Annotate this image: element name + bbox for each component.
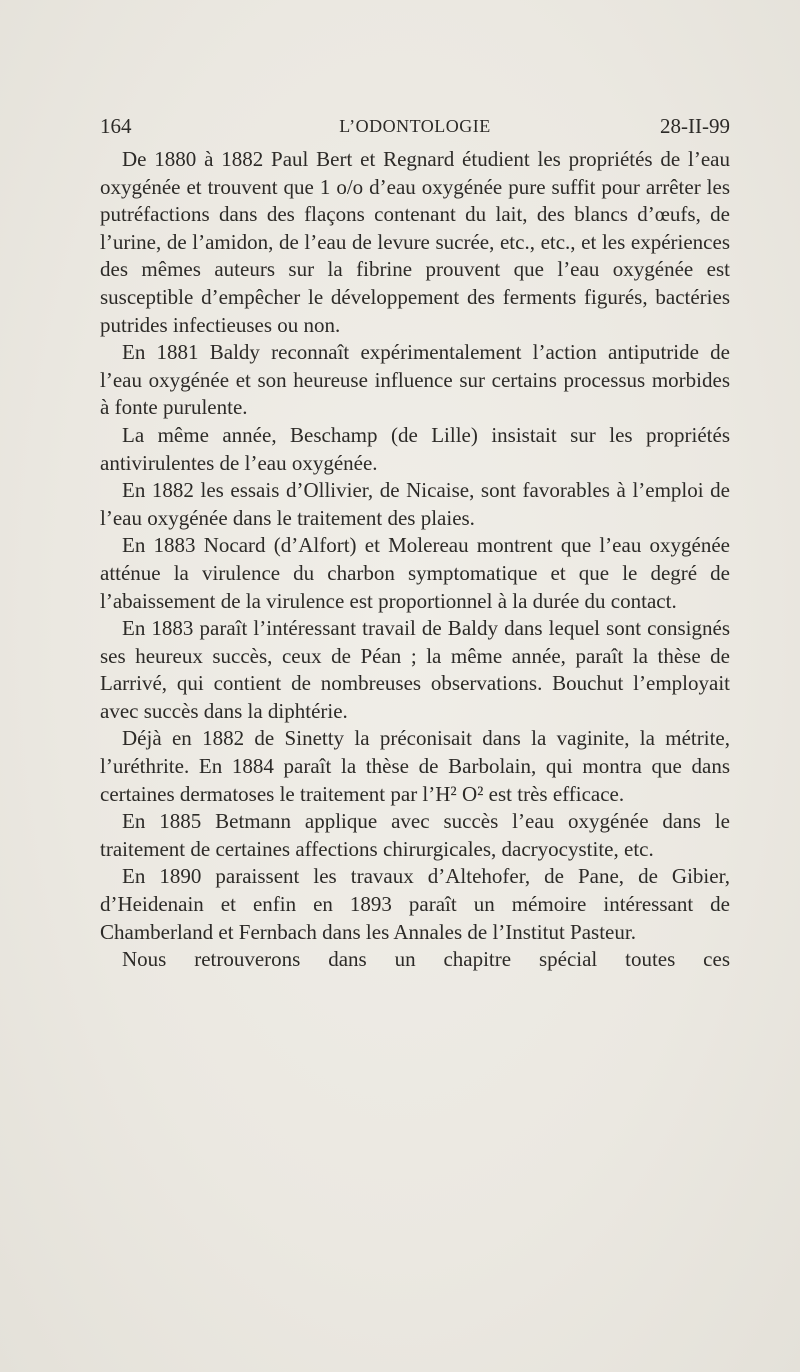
paragraph-3: La même année, Beschamp (de Lille) insistait sur les propriétés antivirulentes de l’eau oxygénée. bbox=[100, 422, 730, 475]
paragraph-4: En 1882 les essais d’Ollivier, de Nicaise, sont favorables à l’emploi de l’eau oxygénée dans le traitement des plaies. bbox=[100, 478, 730, 530]
body-text bbox=[100, 146, 730, 974]
paragraph-10: Nous retrouverons dans un chapitre spécial toutes ces bbox=[122, 947, 730, 972]
paragraph-6: En 1883 paraît l’intéressant travail de Baldy dans lequel sont consignés ses heureux succès, ceux de Péan ; la même année, paraît la thèse de Larrivé, qui contient de nombreuses observations. Bouchut l’employait avec succès dans la diphtérie. bbox=[100, 616, 730, 723]
issue-date: 28-II-99 bbox=[660, 114, 730, 138]
paragraph-7: Déjà en 1882 de Sinetty la préconisait dans la vaginite, la métrite, l’uréthrite. En 1884 paraît la thèse de Barbolain, qui montra que dans certaines dermatoses le traitement par l’H² O² est très efficace. bbox=[100, 726, 730, 806]
paragraph-2: En 1881 Baldy reconnaît expérimentalement l’action antiputride de l’eau oxygénée et son heureuse influence sur certains processus morbides à fonte purulente. bbox=[100, 340, 730, 420]
running-head bbox=[100, 114, 730, 142]
paragraph-8: En 1885 Betmann applique avec succès l’eau oxygénée dans le traitement de certaines affections chirurgicales, dacryocystite, etc. bbox=[100, 809, 730, 861]
paragraph-5: En 1883 Nocard (d’Alfort) et Molereau montrent que l’eau oxygénée atténue la virulence du charbon symptomatique et que le degré de l’abaissement de la virulence est proportionnel à la durée du contact. bbox=[100, 533, 730, 613]
journal-title: L’ODONTOLOGIE bbox=[339, 116, 491, 136]
page-number: 164 bbox=[100, 114, 132, 138]
paragraph-1: De 1880 à 1882 Paul Bert et Regnard étudient les propriétés de l’eau oxygénée et trouvent que 1 o/o d’eau oxygénée pure suffit pour arrêter les putréfactions dans des flaçons contenant du lait, des blancs d’œufs, de l’urine, de l’amidon, de l’eau de levure sucrée, etc., etc., et les expériences des mêmes auteurs sur la fibrine prouvent que l’eau oxygénée est susceptible d’empêcher le développement des ferments figurés, bactéries putrides infectieuses ou non. bbox=[100, 147, 730, 337]
paragraph-9: En 1890 paraissent les travaux d’Altehofer, de Pane, de Gibier, d’Heidenain et enfin en 1893 paraît un mémoire intéressant de Chamberland et Fernbach dans les Annales de l’Institut Pasteur. bbox=[100, 864, 730, 944]
